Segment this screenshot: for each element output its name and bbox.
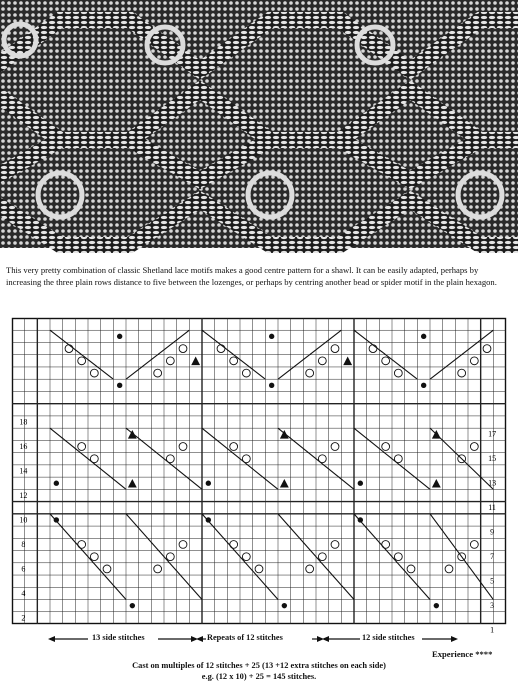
- row-number-right: 17: [488, 429, 497, 439]
- lace-swatch-photo: [0, 0, 518, 248]
- bead-symbol: [421, 383, 426, 388]
- row-number-right: 5: [490, 576, 495, 586]
- row-number-left: 14: [19, 466, 28, 476]
- cast-on-example: e.g. (12 x 10) + 25 = 145 stitches.: [201, 672, 317, 681]
- side-left-label: 13 side stitches: [92, 633, 145, 642]
- row-number-right: 3: [490, 601, 495, 611]
- row-number-right: 1: [490, 625, 495, 635]
- bead-symbol: [358, 517, 363, 522]
- bead-symbol: [206, 517, 211, 522]
- row-number-left: 4: [21, 588, 26, 598]
- row-number-right: 9: [490, 527, 495, 537]
- bead-symbol: [421, 334, 426, 339]
- row-number-left: 12: [19, 490, 28, 500]
- bead-symbol: [282, 603, 287, 608]
- row-number-right: 7: [490, 552, 495, 562]
- row-number-right: 13: [488, 478, 497, 488]
- bead-symbol: [54, 517, 59, 522]
- row-number-left: 6: [21, 564, 26, 574]
- cast-on-instructions: Cast on multiples of 12 stitches + 25 (13 +12 extra stitches on each side): [132, 661, 386, 670]
- pattern-description: This very pretty combination of classic Shetland lace motifs makes a good centre pattern for a shawl. It can be easily adapted, perhaps by increasing the three plain rows distance to five between the lozenges, or perhaps by centring another bead or spider motif in the plain hexagon.: [6, 265, 497, 288]
- row-number-right: 11: [488, 503, 496, 513]
- bead-symbol: [358, 481, 363, 486]
- bead-symbol: [434, 603, 439, 608]
- bead-symbol: [54, 481, 59, 486]
- bead-symbol: [269, 383, 274, 388]
- row-number-left: 2: [21, 613, 26, 623]
- row-number-right: 15: [488, 454, 497, 464]
- experience-rating: Experience ****: [432, 649, 493, 659]
- repeats-label: Repeats of 12 stitches: [207, 633, 283, 642]
- bead-symbol: [130, 603, 135, 608]
- side-right-label: 12 side stitches: [362, 633, 415, 642]
- bead-symbol: [206, 481, 211, 486]
- row-number-left: 18: [19, 417, 28, 427]
- bead-symbol: [117, 334, 122, 339]
- bead-symbol: [269, 334, 274, 339]
- knitting-chart: [12, 318, 506, 635]
- row-number-left: 16: [19, 441, 28, 451]
- row-number-left: 10: [19, 515, 28, 525]
- bead-symbol: [117, 383, 122, 388]
- row-number-left: 8: [21, 539, 26, 549]
